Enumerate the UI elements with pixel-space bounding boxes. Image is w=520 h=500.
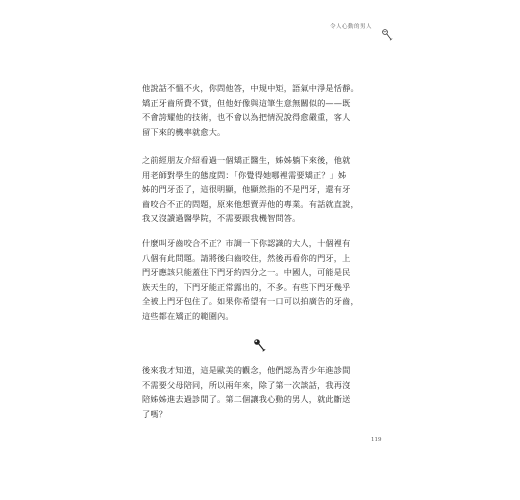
paragraph-2: [142, 153, 380, 226]
paragraph-4: [142, 363, 380, 421]
lollipop-doodle-icon: [380, 28, 394, 42]
section-break-lollipop-icon: [251, 337, 267, 353]
running-title: 令人心動的男人: [330, 24, 373, 30]
paragraph-1: [142, 81, 380, 139]
body-paragraph: 後來我才知道，這是歐美的觀念，他們認為青少年進診間 不需要父母陪同，所以兩年來，除了第一次談話，我再沒 陪姊姊進去過診間了。第二個讓我心動的男人，就此斷送 了嗎？: [142, 365, 351, 419]
paragraph-3: [142, 236, 380, 324]
body-paragraph: 之前經朋友介紹看過一個矯正醫生，姊姊躺下來後，他就 用老師對學生的態度問：「你覺得她哪裡需要矯正？」姊 姊的門牙歪了，這很明顯，他顯然指的不是門牙，還有牙 齒咬合不正的問題，原來他想賣弄他的專業。有話就直說， 我又沒讀過醫學院，不需要跟我機智問答。: [142, 155, 359, 224]
page-number: 119: [371, 437, 382, 443]
body-paragraph: 他說話不慍不火，你問他答，中規中矩，語氣中淨是恬靜。 矯正牙齒所費不貲，但他好像與這筆生意無關似的——既 不會誇耀他的技術，也不會以為把情況說得愈嚴重，客人 留下來的機率就愈大。: [142, 83, 359, 137]
body-paragraph: 什麼叫牙齒咬合不正？市調一下你認識的大人，十個裡有 八個有此問題。請將後臼齒咬住，然後再看你的門牙，上 門牙應該只能蓋住下門牙約四分之一。中國人，可能是民 族天生的，下門牙能正常露出的，不多。有些下門牙幾乎 全被上門牙包住了。如果你希望有一口可以拍廣告的牙齒， 這些都在矯正的範圍內。: [142, 238, 359, 321]
